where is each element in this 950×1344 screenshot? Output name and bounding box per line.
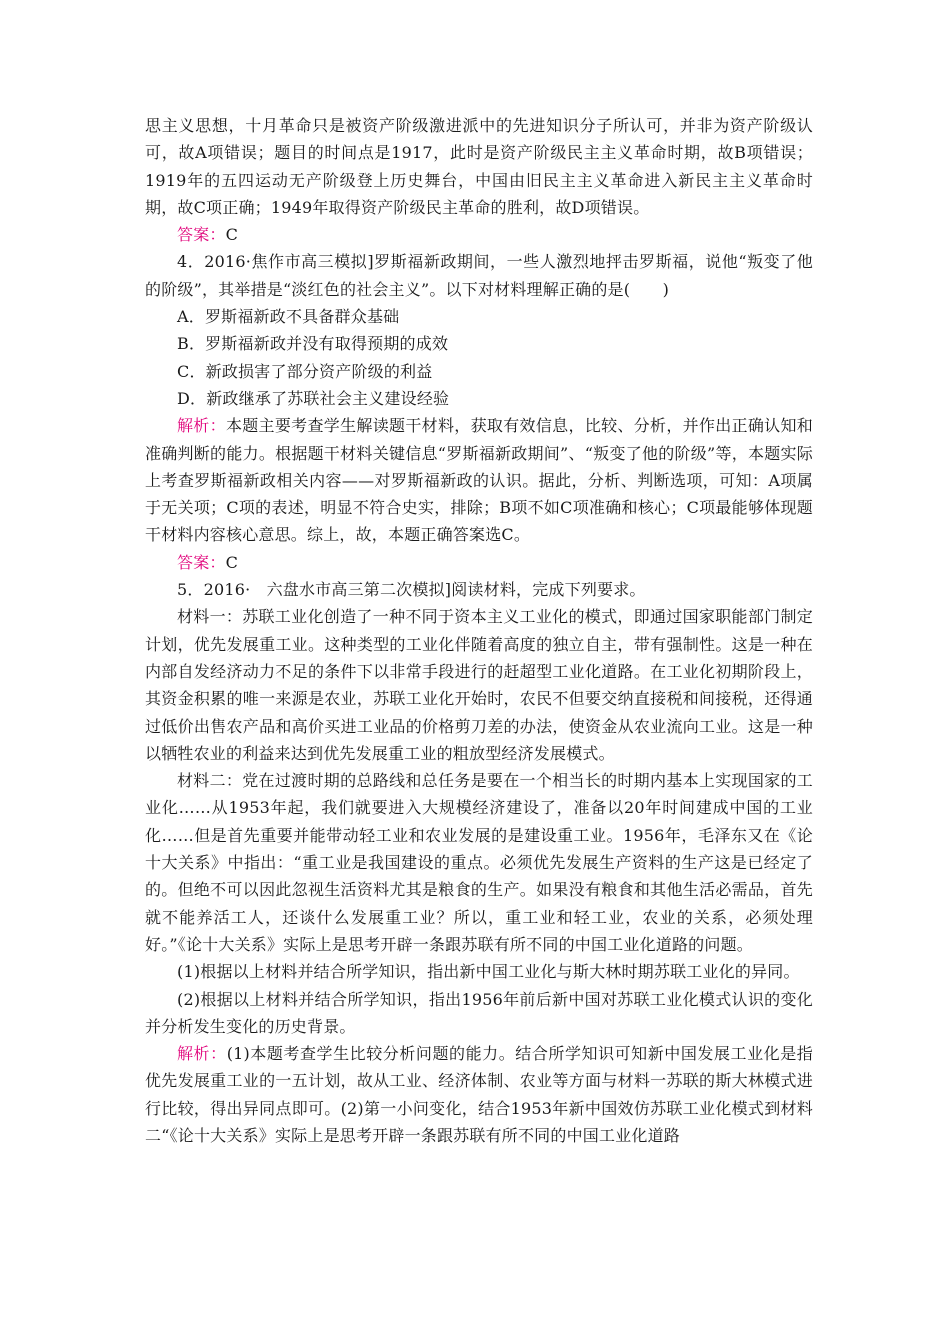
q4-option-a: A．罗斯福新政不具备群众基础	[177, 307, 400, 327]
q5-requirement-2: (2)根据以上材料并结合所学知识，指出1956年前后新中国对苏联工业化模式认识的变化并分析发生变化的历史背景。	[145, 989, 813, 1036]
q4-option-c: C．新政损害了部分资产阶级的利益	[177, 361, 433, 381]
q5-stem: 5．2016· 六盘水市高三第二次模拟]阅读材料，完成下列要求。	[177, 580, 646, 600]
analysis-text: 本题主要考查学生解读题干材料，获取有效信息，比较、分析，并作出正确认知和准确判断的能力。根据题干材料关键信息“罗斯福新政期间”、“叛变了他的阶级”等，本题实际上考查罗斯福新政相关内容——对罗斯福新政的认识。据此，分析、判断选项，可知：A项属于无关项；C项的表述，明显不符合史实，排除；B项不如C项准确和核心；C项最能够体现题干材料内容核心意思。综上，故，本题正确答案选C。	[145, 416, 813, 545]
answer-value: C	[225, 552, 239, 572]
q5-requirement-1: (1)根据以上材料并结合所学知识，指出新中国工业化与斯大林时期苏联工业化的异同。	[177, 962, 800, 982]
q4-answer	[145, 549, 813, 576]
q4-analysis	[145, 412, 813, 548]
q3-answer	[145, 221, 813, 248]
q5-material-2: 材料二：党在过渡时期的总路线和总任务是要在一个相当长的时期内基本上实现国家的工业化……从1953年起，我们就要进入大规模经济建设了，准备以20年时间建成中国的工业化……但是首先重要并能带动轻工业和农业发展的是建设重工业。1956年，毛泽东又在《论十大关系》中指出：“重工业是我国建设的重点。必须优先发展生产资料的生产这是已经定了的。但绝不可以因此忽视生活资料尤其是粮食的生产。如果没有粮食和其他生活必需品，首先就不能养活工人，还谈什么发展重工业？所以，重工业和轻工业，农业的关系，必须处理好。”《论十大关系》实际上是思考开辟一条跟苏联有所不同的中国工业化道路的问题。	[145, 771, 813, 954]
analysis-label: 解析：	[177, 1044, 227, 1064]
q3-analysis-continued: 思主义思想，十月革命只是被资产阶级激进派中的先进知识分子所认可，并非为资产阶级认可，故A项错误；题目的时间点是1917，此时是资产阶级民主主义革命时期，故B项错误；1919年的五四运动无产阶级登上历史舞台，中国由旧民主主义革命进入新民主主义革命时期，故C项正确；1949年取得资产阶级民主革命的胜利，故D项错误。	[145, 116, 813, 217]
analysis-text: (1)本题考查学生比较分析问题的能力。结合所学知识可知新中国发展工业化是指优先发展重工业的一五计划，故从工业、经济体制、农业等方面与材料一苏联的斯大林模式进行比较，得出异同点即可。(2)第一小问变化，结合1953年新中国效仿苏联工业化模式到材料二“《论十大关系》实际上是思考开辟一条跟苏联有所不同的中国工业化道路	[145, 1044, 813, 1145]
document-page	[145, 112, 813, 1149]
q5-material-1: 材料一：苏联工业化创造了一种不同于资本主义工业化的模式，即通过国家职能部门制定计划，优先发展重工业。这种类型的工业化伴随着高度的独立自主，带有强制性。这是一种在内部自发经济动力不足的条件下以非常手段进行的赶超型工业化道路。在工业化初期阶段上，其资金积累的唯一来源是农业，苏联工业化开始时，农民不但要交纳直接税和间接税，还得通过低价出售农产品和高价买进工业品的价格剪刀差的办法，使资金从农业流向工业。这是一种以牺牲农业的利益来达到优先发展重工业的粗放型经济发展模式。	[145, 607, 813, 763]
q4-option-b: B．罗斯福新政并没有取得预期的成效	[177, 334, 449, 354]
analysis-label: 解析：	[177, 416, 226, 436]
answer-label: 答案：	[177, 225, 226, 245]
q4-stem: 4．2016·焦作市高三模拟]罗斯福新政期间，一些人激烈地抨击罗斯福，说他“叛变了他的阶级”，其举措是“淡红色的社会主义”。以下对材料理解正确的是( )	[145, 252, 813, 299]
answer-label: 答案：	[177, 552, 226, 572]
answer-value: C	[225, 225, 239, 245]
q4-option-d: D．新政继承了苏联社会主义建设经验	[177, 388, 450, 408]
q5-analysis	[145, 1040, 813, 1149]
